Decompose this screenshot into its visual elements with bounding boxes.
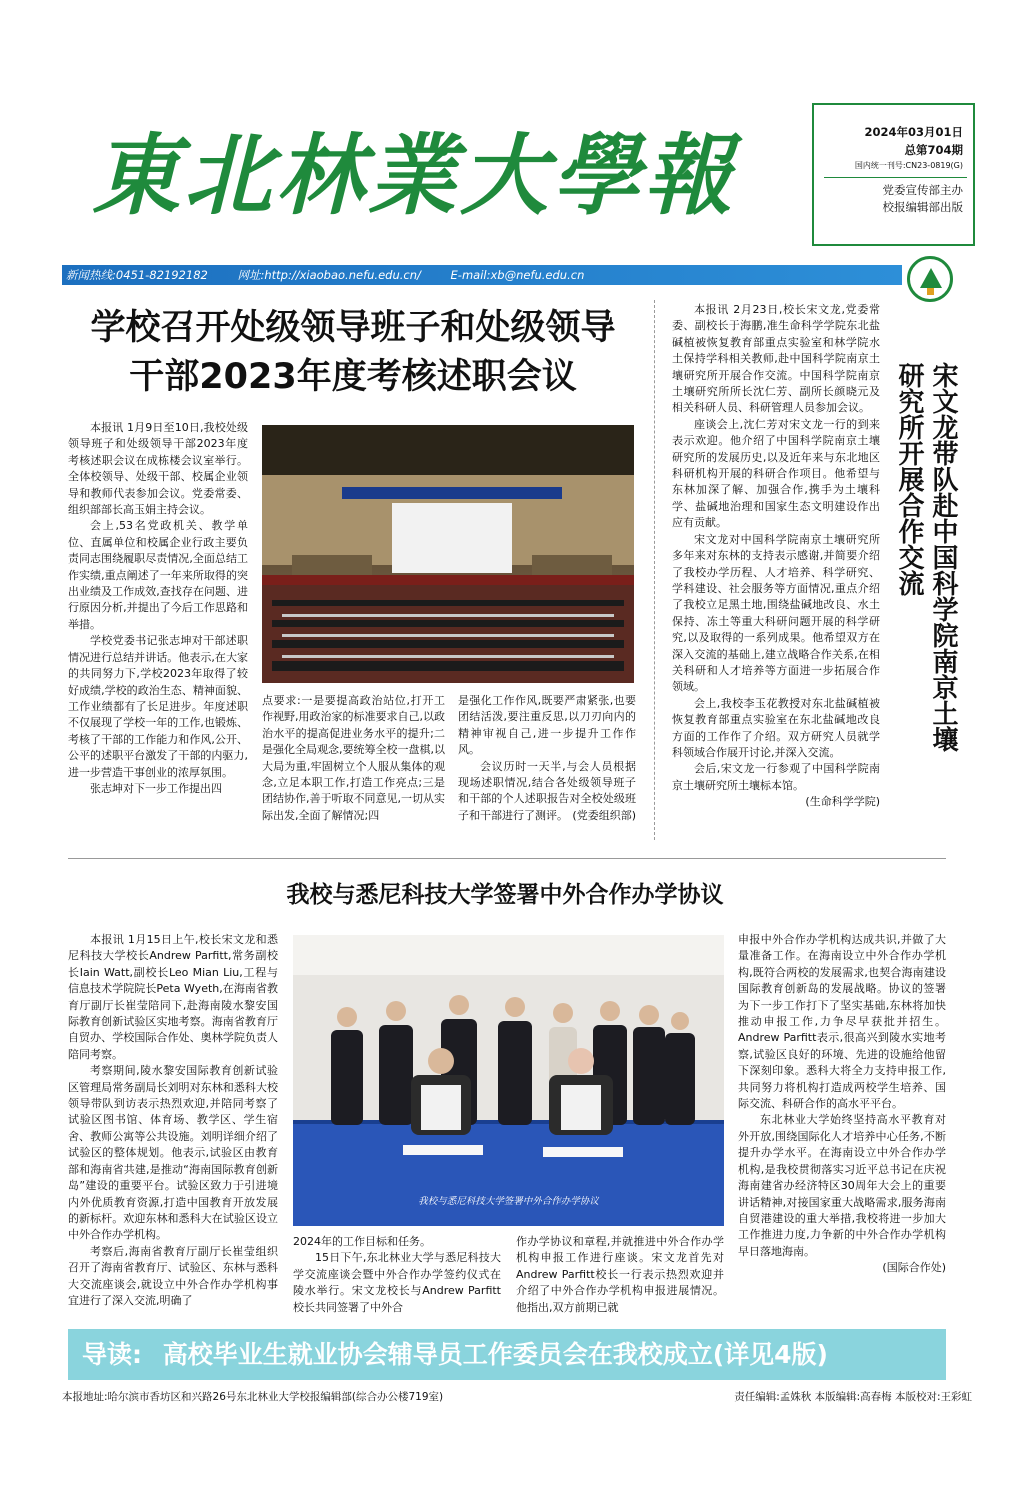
article2-para: 会后,宋文龙一行参观了中国科学院南京土壤研究所土壤标本馆。 xyxy=(672,762,880,792)
article3-para: 作办学协议和章程,并就推进中外合作办学机构申报工作进行座谈。宋文龙首先对Andrew Parfitt校长一行表示热烈欢迎并介绍了中外合作办学机构申报进展情况。他指出,双方前期已就 xyxy=(516,1235,724,1314)
article3-para: 考察期间,陵水黎安国际教育创新试验区管理局常务副局长刘明对东林和悉科大校领导带队到访表示热烈欢迎,并陪同考察了试验区图书馆、体育场、教学区、学生宿舍、教师公寓等公共设施。刘明详细介绍了试验区的整体规划。他表示,试验区由教育部和海南省共建,是推动“海南国际教育创新岛”建设的重要平台。试验区致力于引进境内外优质教育资源,打造中国教育开放发展的新标杆。欢迎东林和悉科大在试验区设立中外合作办学机构。 xyxy=(68,1064,278,1242)
article1-para: 张志坤对下一步工作提出四 xyxy=(90,781,222,795)
article3-para: 考察后,海南省教育厅副厅长崔莹组织召开了海南省教育厅、试验区、东林与悉科大交流座谈会,就设立中外合作办学机构事宜进行了深入交流,明确了 xyxy=(68,1244,278,1307)
article3-headline: 我校与悉尼科技大学签署中外合作办学协议 xyxy=(286,882,724,908)
article3-column-1 xyxy=(68,932,278,1322)
website-link[interactable]: 网址:http://xiaobao.nefu.edu.cn/ xyxy=(237,268,421,282)
university-logo-icon xyxy=(907,256,953,302)
guide-banner[interactable] xyxy=(68,1329,946,1380)
article1-headline xyxy=(68,304,638,402)
article2-para: 座谈会上,沈仁芳对宋文龙一行的到来表示欢迎。他介绍了中国科学院南京土壤研究所的发展历史,以及近年来与东北地区科研机构开展的科研合作项目。他希望与东林加深了解、加强合作,携手为土壤科学、盐碱地治理和国家生态文明建设作出应有贡献。 xyxy=(672,417,880,530)
article1-column-2 xyxy=(262,693,445,843)
article1-column-1 xyxy=(68,420,248,840)
article2-para: 宋文龙对中国科学院南京土壤研究所多年来对东林的支持表示感谢,并简要介绍了我校办学历程、人才培养、科学研究、学科建设、社会服务等方面情况,重点介绍了我校立足黑土地,围绕盐碱地改良、水土保持、冻土等重大科研问题开展的科学研究,以及取得的一系列成果。他希望双方在深入交流的基础上,建立战略合作关系,在相关科研和人才培养等方面进一步拓展合作领域。 xyxy=(672,532,880,694)
article1-para: 会议历时一天半,与会人员根据现场述职情况,结合各处级领导班子和干部的个人述职报告对全校处级班子和干部进行了测评。 xyxy=(458,759,636,822)
article1-source: (党委组织部) xyxy=(572,809,636,823)
article3-source: (国际合作处) xyxy=(882,1261,946,1275)
article2-headline: 宋文龙带队赴中国科学院南京土壤研究所开展合作交流 xyxy=(894,362,958,752)
section-divider xyxy=(68,858,946,859)
article3-para: 15日下午,东北林业大学与悉尼科技大学交流座谈会暨中外合作办学签约仪式在陵水举行。宋文龙校长与Andrew Parfitt校长共同签署了中外合 xyxy=(293,1251,501,1314)
meeting-hall-image xyxy=(262,425,634,683)
article2-source: (生命科学学院) xyxy=(805,795,880,809)
footer xyxy=(62,1389,972,1405)
masthead-title: 東北林業大學報 xyxy=(92,123,737,227)
guide-label: 导读: xyxy=(82,1340,142,1369)
column-divider xyxy=(654,300,655,840)
article1-title-line1: 学校召开处级领导班子和处级领导 xyxy=(90,308,616,348)
issue-serial: 国内统一刊号:CN23-0819(G) xyxy=(854,161,963,170)
signing-ceremony-image xyxy=(293,935,724,1226)
issue-info-box xyxy=(812,103,975,246)
issue-number: 总第704期 xyxy=(904,143,963,157)
article1-para: 点要求:一是要提高政治站位,打开工作视野,用政治家的标准要求自己,以政治水平的提高促进业务水平的提升;二是强化全局观念,要统筹全校一盘棋,以大局为重,牢固树立个人服从集体的观念,立足本职工作,打造工作亮点;三是团结协作,善于听取不同意见,一切从实际出发,全面了解情况;四 xyxy=(262,694,445,822)
article3-column-2 xyxy=(293,1234,501,1324)
article3-column-3 xyxy=(516,1234,724,1324)
article1-para: 本报讯 1月9日至10日,我校处级领导班子和处级领导干部2023年度考核述职会议在成栋楼会议室举行。全体校领导、处级干部、校属企业领导和教师代表参加会议。党委常委、组织部部长高玉娟主持会议。 xyxy=(68,421,248,517)
publisher-line-1: 党委宣传部主办 xyxy=(882,183,963,197)
article2-body xyxy=(672,302,880,840)
article3-photo-caption: 我校与悉尼科技大学签署中外合作办学协议 xyxy=(418,1196,599,1207)
article1-title-line2: 干部2023年度考核述职会议 xyxy=(129,357,577,397)
article3-column-4 xyxy=(738,932,946,1324)
article1-para: 学校党委书记张志坤对干部述职情况进行总结并讲话。他表示,在大家的共同努力下,学校2023年取得了较好成绩,学校的政治生态、精神面貌、工作业绩都有了长足进步。年度述职不仅展现了学校一年的工作,也锻炼、考核了干部的工作能力和作风,公开、公平的述职平台激发了干部的内驱力,进一步营造干事创业的浓厚氛围。 xyxy=(68,634,248,779)
article1-para: 是强化工作作风,既要严肃紧张,也要团结活泼,要注重反思,以刀刃向内的精神审视自己,进一步提升工作作风。 xyxy=(458,694,636,757)
article1-para: 会上,53名党政机关、教学单位、直属单位和校属企业行政主要负责同志围绕履职尽责情况,全面总结工作实绩,重点阐述了一年来所取得的突出业绩及工作成效,查找存在问题、进行原因分析,并提出了今后工作思路和举措。 xyxy=(68,519,248,631)
publisher-line-2: 校报编辑部出版 xyxy=(882,200,963,214)
issue-divider xyxy=(824,177,967,178)
article3-para: 2024年的工作目标和任务。 xyxy=(293,1235,431,1248)
footer-address: 本报地址:哈尔滨市香坊区和兴路26号东北林业大学校报编辑部(综合办公楼719室) xyxy=(62,1391,444,1403)
article1-column-3 xyxy=(458,693,636,843)
guide-text: 高校毕业生就业协会辅导员工作委员会在我校成立(详见4版) xyxy=(162,1340,828,1369)
article3-para: 申报中外合作办学机构达成共识,并做了大量准备工作。在海南设立中外合作办学机构,既符合两校的发展需求,也契合海南建设国际教育创新岛的发展战略。协议的签署为下一步工作打下了坚实基础,东林将加快推动申报工作,力争尽早获批并招生。Andrew Parfitt表示,很高兴到陵水实地考察,试验区良好的环境、先进的设施给他留下深刻印象。悉科大将全力支持申报工作,共同努力将机构打造成两校学生培养、国际交流、科研合作的高水平平台。 xyxy=(738,933,946,1111)
article2-para: 本报讯 2月23日,校长宋文龙,党委常委、副校长于海鹏,准生命科学学院东北盐碱植被恢复教育部重点实验室和林学院水土保持学科相关教师,赴中国科学院南京土壤研究所开展合作交流。中国科学院南京土壤研究所所长沈仁芳、副所长颜晓元及相关科研人员、科研管理人员参加会议。 xyxy=(672,303,880,415)
hotline-text: 新闻热线:0451-82192182 xyxy=(66,268,208,282)
issue-date: 2024年03月01日 xyxy=(864,125,963,139)
footer-editors: 责任编辑:孟姝秋 本版编辑:高春梅 本版校对:王彩虹 xyxy=(734,1391,972,1403)
article1-photo xyxy=(262,425,634,683)
article2-para: 会上,我校李玉花教授对东北盐碱植被恢复教育部重点实验室在东北盐碱地改良方面的工作作了介绍。双方研究人员就学科领域合作展开讨论,并深入交流。 xyxy=(672,696,880,759)
article3-para: 东北林业大学始终坚持高水平教育对外开放,围绕国际化人才培养中心任务,不断提升办学水平。在海南设立中外合作办学机构,是我校贯彻落实习近平总书记在庆祝海南建省办经济特区30周年大会上的重要讲话精神,对接国家重大战略需求,服务海南自贸港建设的重大举措,我校将进一步加大工作推进力度,力争新的中外合作办学机构早日落地海南。 xyxy=(738,1113,946,1258)
email-link[interactable]: E-mail:xb@nefu.edu.cn xyxy=(450,268,585,282)
article3-photo xyxy=(293,935,724,1226)
article3-para: 本报讯 1月15日上午,校长宋文龙和悉尼科技大学校长Andrew Parfitt,常务副校长Iain Watt,副校长Leo Mian Liu,工程与信息技术学院院长Peta Wyeth,在海南省教育厅副厅长崔莹陪同下,赴海南陵水黎安国际教育创新试验区实地考察。海南省教育厅自贸办、学校国际合作处、奥林学院负责人陪同考察。 xyxy=(68,933,278,1061)
contact-bar xyxy=(62,265,902,285)
